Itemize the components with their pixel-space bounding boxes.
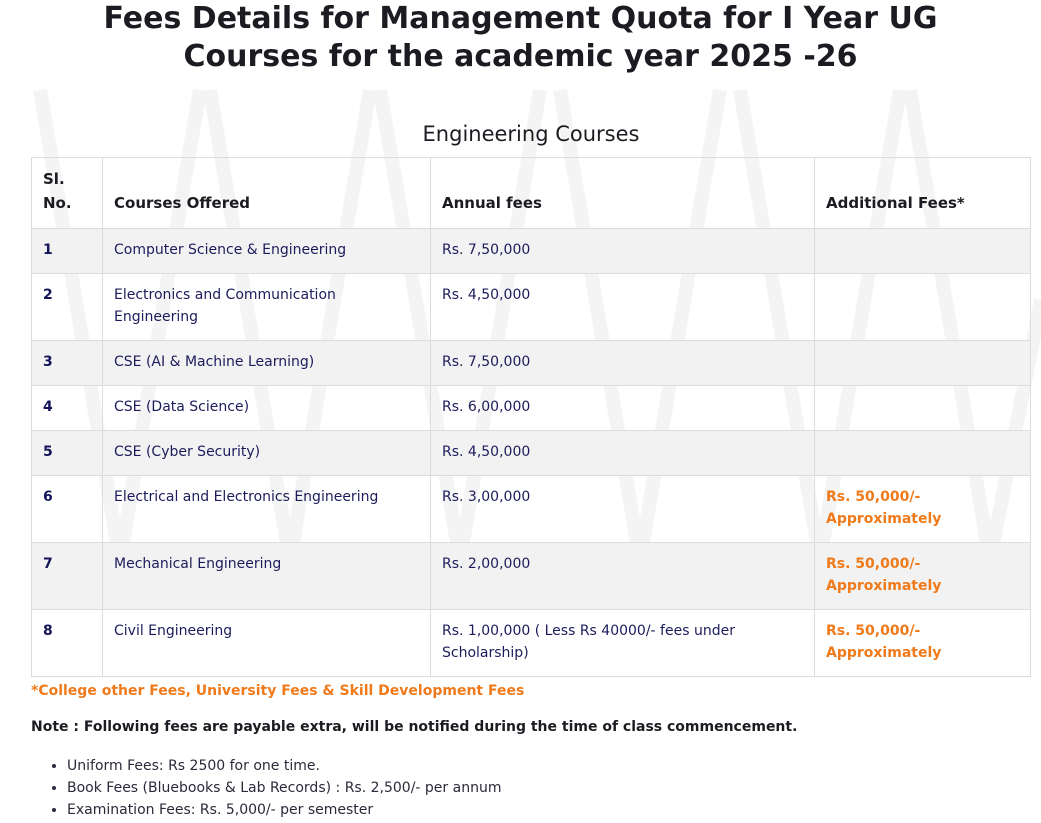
cell-sl: 3 bbox=[32, 341, 103, 386]
cell-course: CSE (Cyber Security) bbox=[103, 431, 431, 476]
extra-fees-note: Note : Following fees are payable extra, will be notified during the time of class commencement. bbox=[31, 719, 798, 735]
cell-additional-fee bbox=[815, 341, 1031, 386]
table-row bbox=[32, 341, 1031, 386]
table-row bbox=[32, 229, 1031, 274]
cell-additional-fee: Rs. 50,000/- Approximately bbox=[815, 543, 1031, 610]
cell-additional-fee bbox=[815, 431, 1031, 476]
table-row bbox=[32, 431, 1031, 476]
fees-table bbox=[31, 157, 1031, 677]
cell-sl: 4 bbox=[32, 386, 103, 431]
cell-additional-fee: Rs. 50,000/- Approximately bbox=[815, 610, 1031, 677]
table-header-row bbox=[32, 158, 1031, 229]
page-title-line1: Fees Details for Management Quota for I Year UG bbox=[103, 1, 938, 36]
table-row bbox=[32, 543, 1031, 610]
cell-annual-fee: Rs. 3,00,000 bbox=[431, 476, 815, 543]
page-title bbox=[0, 0, 1041, 76]
header-additional-fees: Additional Fees* bbox=[815, 158, 1031, 229]
header-sl-no: Sl. No. bbox=[32, 158, 103, 229]
cell-additional-fee: Rs. 50,000/- Approximately bbox=[815, 476, 1031, 543]
cell-sl: 5 bbox=[32, 431, 103, 476]
cell-sl: 2 bbox=[32, 274, 103, 341]
extra-fees-list bbox=[31, 755, 501, 821]
cell-annual-fee: Rs. 2,00,000 bbox=[431, 543, 815, 610]
cell-course: Computer Science & Engineering bbox=[103, 229, 431, 274]
cell-annual-fee: Rs. 6,00,000 bbox=[431, 386, 815, 431]
list-item: • Examination Fees: Rs. 5,000/- per semester bbox=[67, 799, 501, 821]
page-title-line2: Courses for the academic year 2025 -26 bbox=[183, 39, 858, 74]
table-row bbox=[32, 274, 1031, 341]
cell-annual-fee: Rs. 7,50,000 bbox=[431, 229, 815, 274]
table-row bbox=[32, 386, 1031, 431]
list-item: • Book Fees (Bluebooks & Lab Records) : Rs. 2,500/- per annum bbox=[67, 777, 501, 799]
cell-course: CSE (Data Science) bbox=[103, 386, 431, 431]
cell-additional-fee bbox=[815, 386, 1031, 431]
cell-additional-fee bbox=[815, 274, 1031, 341]
cell-annual-fee: Rs. 4,50,000 bbox=[431, 274, 815, 341]
section-title: Engineering Courses bbox=[422, 122, 640, 146]
cell-sl: 7 bbox=[32, 543, 103, 610]
cell-course: Civil Engineering bbox=[103, 610, 431, 677]
table-row bbox=[32, 610, 1031, 677]
cell-annual-fee: Rs. 7,50,000 bbox=[431, 341, 815, 386]
cell-course: Electrical and Electronics Engineering bbox=[103, 476, 431, 543]
cell-annual-fee: Rs. 4,50,000 bbox=[431, 431, 815, 476]
cell-course: Mechanical Engineering bbox=[103, 543, 431, 610]
list-item: • Uniform Fees: Rs 2500 for one time. bbox=[67, 755, 501, 777]
header-annual-fees: Annual fees bbox=[431, 158, 815, 229]
cell-annual-fee: Rs. 1,00,000 ( Less Rs 40000/- fees under Scholarship) bbox=[431, 610, 815, 677]
table-row bbox=[32, 476, 1031, 543]
additional-fees-footnote: *College other Fees, University Fees & Skill Development Fees bbox=[31, 683, 525, 699]
cell-sl: 8 bbox=[32, 610, 103, 677]
cell-sl: 1 bbox=[32, 229, 103, 274]
cell-sl: 6 bbox=[32, 476, 103, 543]
cell-course: CSE (AI & Machine Learning) bbox=[103, 341, 431, 386]
cell-additional-fee bbox=[815, 229, 1031, 274]
header-courses-offered: Courses Offered bbox=[103, 158, 431, 229]
cell-course: Electronics and Communication Engineering bbox=[103, 274, 431, 341]
